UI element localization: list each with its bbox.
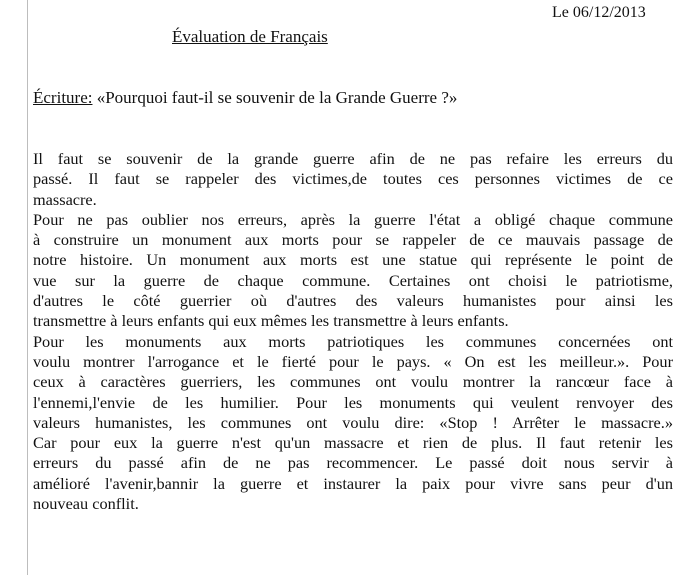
essay-line: à construire un monument aux morts pour se rappeler de ce mauvais passage de bbox=[33, 230, 673, 250]
essay-line: Pour les monuments aux morts patriotiques les communes concernées ont bbox=[33, 331, 673, 351]
essay-line: l'ennemi,l'envie de les humilier. Pour les monuments qui veulent renvoyer des bbox=[33, 392, 673, 412]
document-date: Le 06/12/2013 bbox=[552, 4, 646, 21]
essay-line: transmettre à leurs enfants qui eux mêmes les transmettre à leurs enfants. bbox=[33, 311, 509, 331]
essay-line: ceux à caractères guerriers, les communes ont voulu montrer la rancœur face à bbox=[33, 372, 673, 392]
essay-line: Car pour eux la guerre n'est qu'un massacre et rien de plus. Il faut retenir les bbox=[33, 433, 673, 453]
prompt-question: «Pourquoi faut-il se souvenir de la Grande Guerre ?» bbox=[96, 88, 458, 107]
essay-line: vue sur la guerre de chaque commune. Certaines ont choisi le patriotisme, bbox=[33, 270, 673, 290]
essay-line: erreurs du passé afin de ne pas recommencer. Le passé doit nous servir à bbox=[33, 453, 673, 473]
essay-line: massacre. bbox=[33, 189, 97, 209]
essay-line: amélioré l'avenir,bannir la guerre et instaurer la paix pour vivre sans peur d'un bbox=[33, 473, 673, 493]
writing-prompt bbox=[33, 88, 457, 108]
document-title: Évaluation de Français bbox=[172, 27, 328, 46]
essay-line: valeurs humanistes, les communes ont voulu dire: «Stop ! Arrêter le massacre.» bbox=[33, 412, 673, 432]
essay-line: d'autres le côté guerrier où d'autres des valeurs humanistes pour ainsi les bbox=[33, 291, 673, 311]
essay-line: Il faut se souvenir de la grande guerre afin de ne pas refaire les erreurs du bbox=[33, 149, 673, 168]
essay-line: Pour ne pas oublier nos erreurs, après la guerre l'état a obligé chaque commune bbox=[33, 209, 673, 229]
page-margin-line bbox=[27, 0, 28, 575]
essay-line: notre histoire. Un monument aux morts est une statue qui représente le point de bbox=[33, 250, 673, 270]
essay-line: voulu montrer l'arrogance et le fierté pour le pays. « On est les meilleur.». Pour bbox=[33, 351, 673, 371]
essay-body bbox=[33, 149, 673, 514]
prompt-label: Écriture: bbox=[33, 88, 93, 107]
essay-line: nouveau conflit. bbox=[33, 494, 139, 514]
essay-line: passé. Il faut se rappeler des victimes,de toutes ces personnes victimes de ce bbox=[33, 169, 673, 189]
